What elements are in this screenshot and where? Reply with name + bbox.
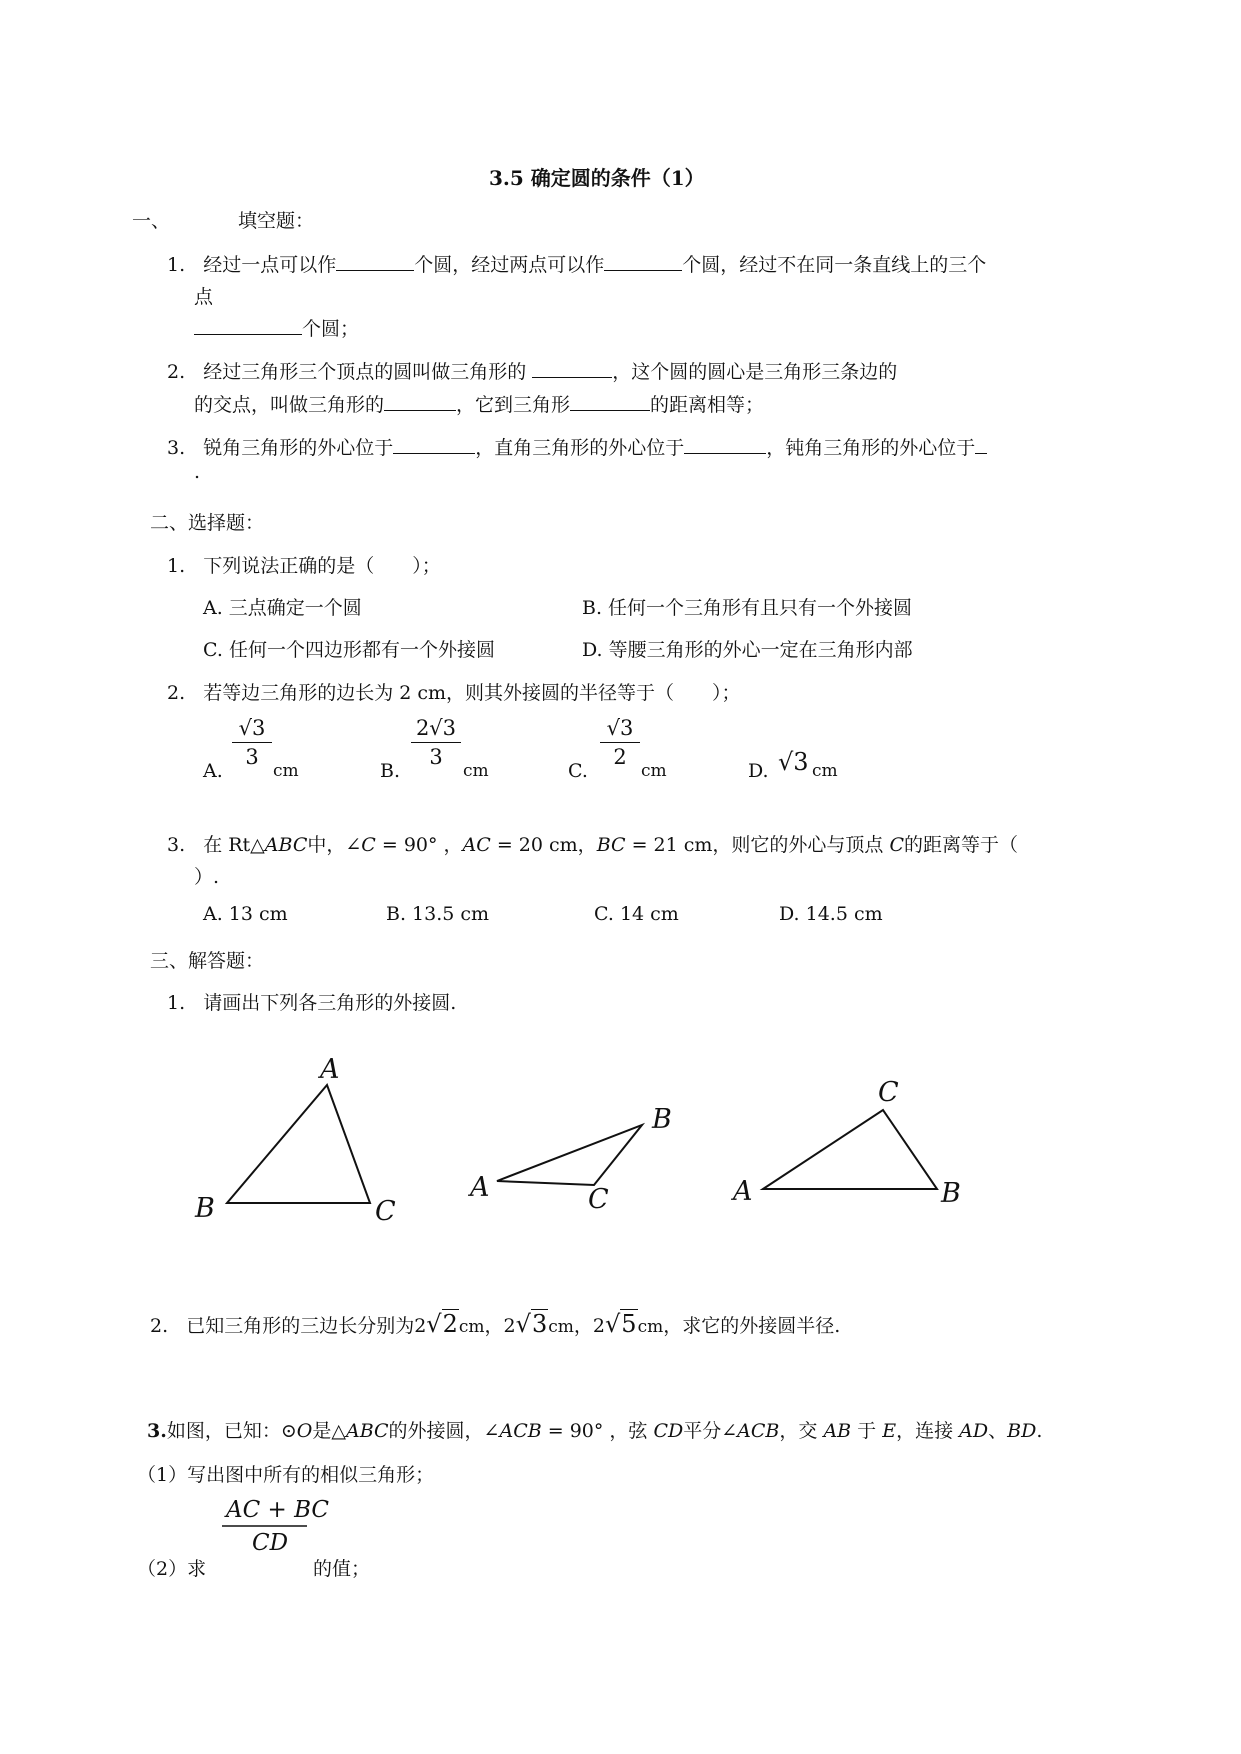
math-var: E (882, 1420, 897, 1442)
math-var: ABC (264, 834, 308, 856)
s2-q1-option-c[interactable]: C. 任何一个四边形都有一个外接圆 (203, 639, 495, 661)
math-var: AC (462, 834, 491, 856)
question-text: 若等边三角形的边长为 2 cm，则其外接圆的半径等于（ ）； (203, 682, 741, 704)
s1-q2-line2 (194, 390, 764, 417)
question-text: ，它到三角形 (456, 394, 571, 416)
s1-q2-line1 (167, 357, 897, 384)
question-text: 个圆； (302, 318, 360, 340)
triangle-2-vertex-c: C (588, 1184, 609, 1215)
question-text: 的距离等于（ (904, 834, 1019, 856)
question-number: 1. (167, 555, 186, 577)
s1-q1-line1 (167, 250, 986, 277)
answer-blank[interactable] (532, 361, 612, 378)
s2-q2-option-c-unit: cm (641, 761, 667, 781)
fraction-numerator: √3 (232, 716, 272, 743)
separator: ， (573, 1315, 593, 1337)
answer-blank[interactable] (975, 437, 987, 454)
s2-q2-option-a-unit: cm (273, 761, 299, 781)
math-var: C (361, 834, 376, 856)
s3-q3-sub1: （1）写出图中所有的相似三角形； (137, 1464, 435, 1486)
question-text: 平分∠ (683, 1420, 738, 1442)
s2-q3-line2: ）. (194, 866, 220, 888)
question-text: 如图，已知：⊙ (166, 1420, 297, 1442)
question-text: 是△ (312, 1420, 346, 1442)
page-title: 3.5 确定圆的条件（1） (489, 166, 705, 190)
question-text: 锐角三角形的外心位于 (203, 437, 394, 459)
unit: cm (637, 1317, 664, 1337)
s3-q2-line (150, 1310, 840, 1338)
question-text: 已知三角形的三边长分别为 (186, 1315, 415, 1337)
question-text: ，交 (779, 1420, 824, 1442)
question-text: 在 Rt△ (203, 834, 265, 856)
question-text: 的外接圆，∠ (388, 1420, 500, 1442)
math-var: O (296, 1420, 313, 1442)
s2-q3-option-a[interactable]: A. 13 cm (203, 903, 288, 925)
question-text: ，连接 (896, 1420, 960, 1442)
triangle-2-vertex-a: A (470, 1172, 490, 1203)
math-var: ACB (737, 1420, 780, 1442)
s2-q3-option-b[interactable]: B. 13.5 cm (386, 903, 490, 925)
math-var: ABC (345, 1420, 389, 1442)
s2-q1-stem (167, 551, 441, 578)
question-text: 请画出下列各三角形的外接圆. (203, 992, 457, 1014)
question-text: 的距离相等； (650, 394, 765, 416)
s2-q2-option-c-fraction (600, 716, 640, 769)
fraction-numerator: √3 (600, 716, 640, 743)
math-var: AD (959, 1420, 989, 1442)
s2-q2-option-d-unit: cm (812, 761, 838, 781)
math-var: BC (596, 834, 626, 856)
unit: cm (548, 1317, 574, 1337)
question-number: 1. (167, 992, 186, 1014)
answer-blank[interactable] (194, 318, 302, 335)
answer-blank[interactable] (604, 254, 682, 271)
question-text: . (1036, 1420, 1043, 1442)
s2-q2-option-a-fraction (232, 716, 272, 769)
s3-q3-fraction-denominator: CD (252, 1530, 289, 1556)
question-text: ，钝角三角形的外心位于 (766, 437, 976, 459)
math-var: BD (1007, 1420, 1037, 1442)
question-number: 3. (167, 437, 186, 459)
s2-q3-option-c[interactable]: C. 14 cm (594, 903, 679, 925)
answer-blank[interactable] (570, 394, 650, 411)
triangle-1 (227, 1085, 370, 1203)
s2-q2-option-d-label[interactable]: D. (748, 760, 769, 782)
question-text: 个圆，经过不在同一条直线上的三个 (682, 254, 987, 276)
s2-q3-option-d[interactable]: D. 14.5 cm (779, 903, 883, 925)
question-number: 2. (167, 682, 186, 704)
math-var: CD (653, 1420, 684, 1442)
question-number: 3. (147, 1420, 167, 1442)
triangle-3-vertex-c: C (878, 1077, 899, 1108)
fraction-denominator: 3 (245, 745, 259, 769)
question-number: 2. (167, 361, 186, 383)
s3-q3-sub2-pre: （2）求 (137, 1558, 207, 1580)
answer-blank[interactable] (384, 394, 456, 411)
s1-q1-line2: 点 (194, 286, 214, 308)
s1-q3-line2: . (194, 461, 201, 483)
s2-q2-option-b-unit: cm (463, 761, 489, 781)
question-text: 中，∠ (307, 834, 362, 856)
triangle-1-vertex-c: C (375, 1196, 396, 1227)
fraction-denominator: 3 (429, 745, 443, 769)
question-text: 经过三角形三个顶点的圆叫做三角形的 (203, 361, 533, 383)
question-text: = 90° ， (375, 834, 463, 856)
question-text: 下列说法正确的是（ ）； (203, 555, 441, 577)
sqrt-symbol: √5 (604, 1310, 637, 1338)
s1-q3-line1 (167, 433, 987, 460)
radicand: 3 (531, 1310, 548, 1338)
triangle-1-vertex-a: A (320, 1054, 340, 1085)
fraction-denominator: 2 (613, 745, 627, 769)
s2-q3-line1 (167, 830, 1018, 857)
question-text: 个圆，经过两点可以作 (414, 254, 605, 276)
section-3-heading: 三、解答题： (150, 950, 265, 972)
question-text: = 20 cm， (490, 834, 597, 856)
s2-q1-option-d[interactable]: D. 等腰三角形的外心一定在三角形内部 (582, 639, 913, 661)
question-number: 3. (167, 834, 186, 856)
answer-blank[interactable] (393, 437, 475, 454)
s3-q3-line (147, 1416, 1042, 1443)
sqrt-symbol: √3 (515, 1310, 548, 1338)
question-text: 于 (851, 1420, 883, 1442)
s2-q2-option-b-label[interactable]: B. (380, 760, 401, 782)
s1-q1-line3 (194, 314, 359, 341)
question-number: 2. (150, 1315, 169, 1337)
question-text: ，直角三角形的外心位于 (475, 437, 685, 459)
radicand: 5 (621, 1310, 637, 1338)
coefficient: 2 (592, 1315, 605, 1337)
s2-q2-option-a-label[interactable]: A. (203, 760, 223, 782)
triangle-3 (763, 1110, 937, 1189)
triangle-3-vertex-a: A (733, 1176, 753, 1207)
question-text: 的交点，叫做三角形的 (194, 394, 385, 416)
separator: ， (484, 1315, 504, 1337)
question-text: = 21 cm，则它的外心与顶点 (625, 834, 890, 856)
triangle-3-vertex-b: B (941, 1178, 961, 1209)
s2-q2-option-c-label[interactable]: C. (568, 760, 588, 782)
s2-q2-option-b-fraction (411, 716, 461, 769)
s2-q1-option-a[interactable]: A. 三点确定一个圆 (203, 597, 362, 619)
question-text: 、 (988, 1420, 1008, 1442)
question-number: 1. (167, 254, 186, 276)
s2-q2-stem (167, 678, 741, 705)
triangle-1-vertex-b: B (195, 1193, 215, 1224)
coefficient: 2 (414, 1315, 427, 1337)
question-text: = 90° ，弦 (541, 1420, 654, 1442)
math-var: C (889, 834, 905, 856)
math-var: AB (823, 1420, 852, 1442)
question-text: 经过一点可以作 (203, 254, 337, 276)
answer-blank[interactable] (336, 254, 414, 271)
coefficient: 2 (503, 1315, 516, 1337)
triangle-2-vertex-b: B (652, 1104, 672, 1135)
s3-q3-fraction-numerator: AC + BC (226, 1497, 330, 1523)
math-var: ACB (499, 1420, 542, 1442)
unit: cm (458, 1317, 485, 1337)
question-text: ，求它的外接圆半径. (663, 1315, 841, 1337)
s2-q2-option-d-value: √3 (778, 748, 809, 776)
section-2-heading: 二、选择题： (150, 512, 265, 534)
section-1-number: 一、 (132, 210, 171, 232)
triangle-2 (497, 1125, 642, 1185)
answer-blank[interactable] (684, 437, 766, 454)
s3-q3-sub2-post: 的值； (313, 1558, 371, 1580)
question-text: ，这个圆的圆心是三角形三条边的 (612, 361, 898, 383)
s2-q1-option-b[interactable]: B. 任何一个三角形有且只有一个外接圆 (582, 597, 913, 619)
fraction-numerator: 2√3 (411, 716, 461, 743)
s3-q1-stem (167, 988, 456, 1015)
radicand: 2 (442, 1310, 458, 1338)
section-1-heading: 填空题： (238, 210, 315, 232)
sqrt-symbol: √2 (426, 1310, 458, 1338)
